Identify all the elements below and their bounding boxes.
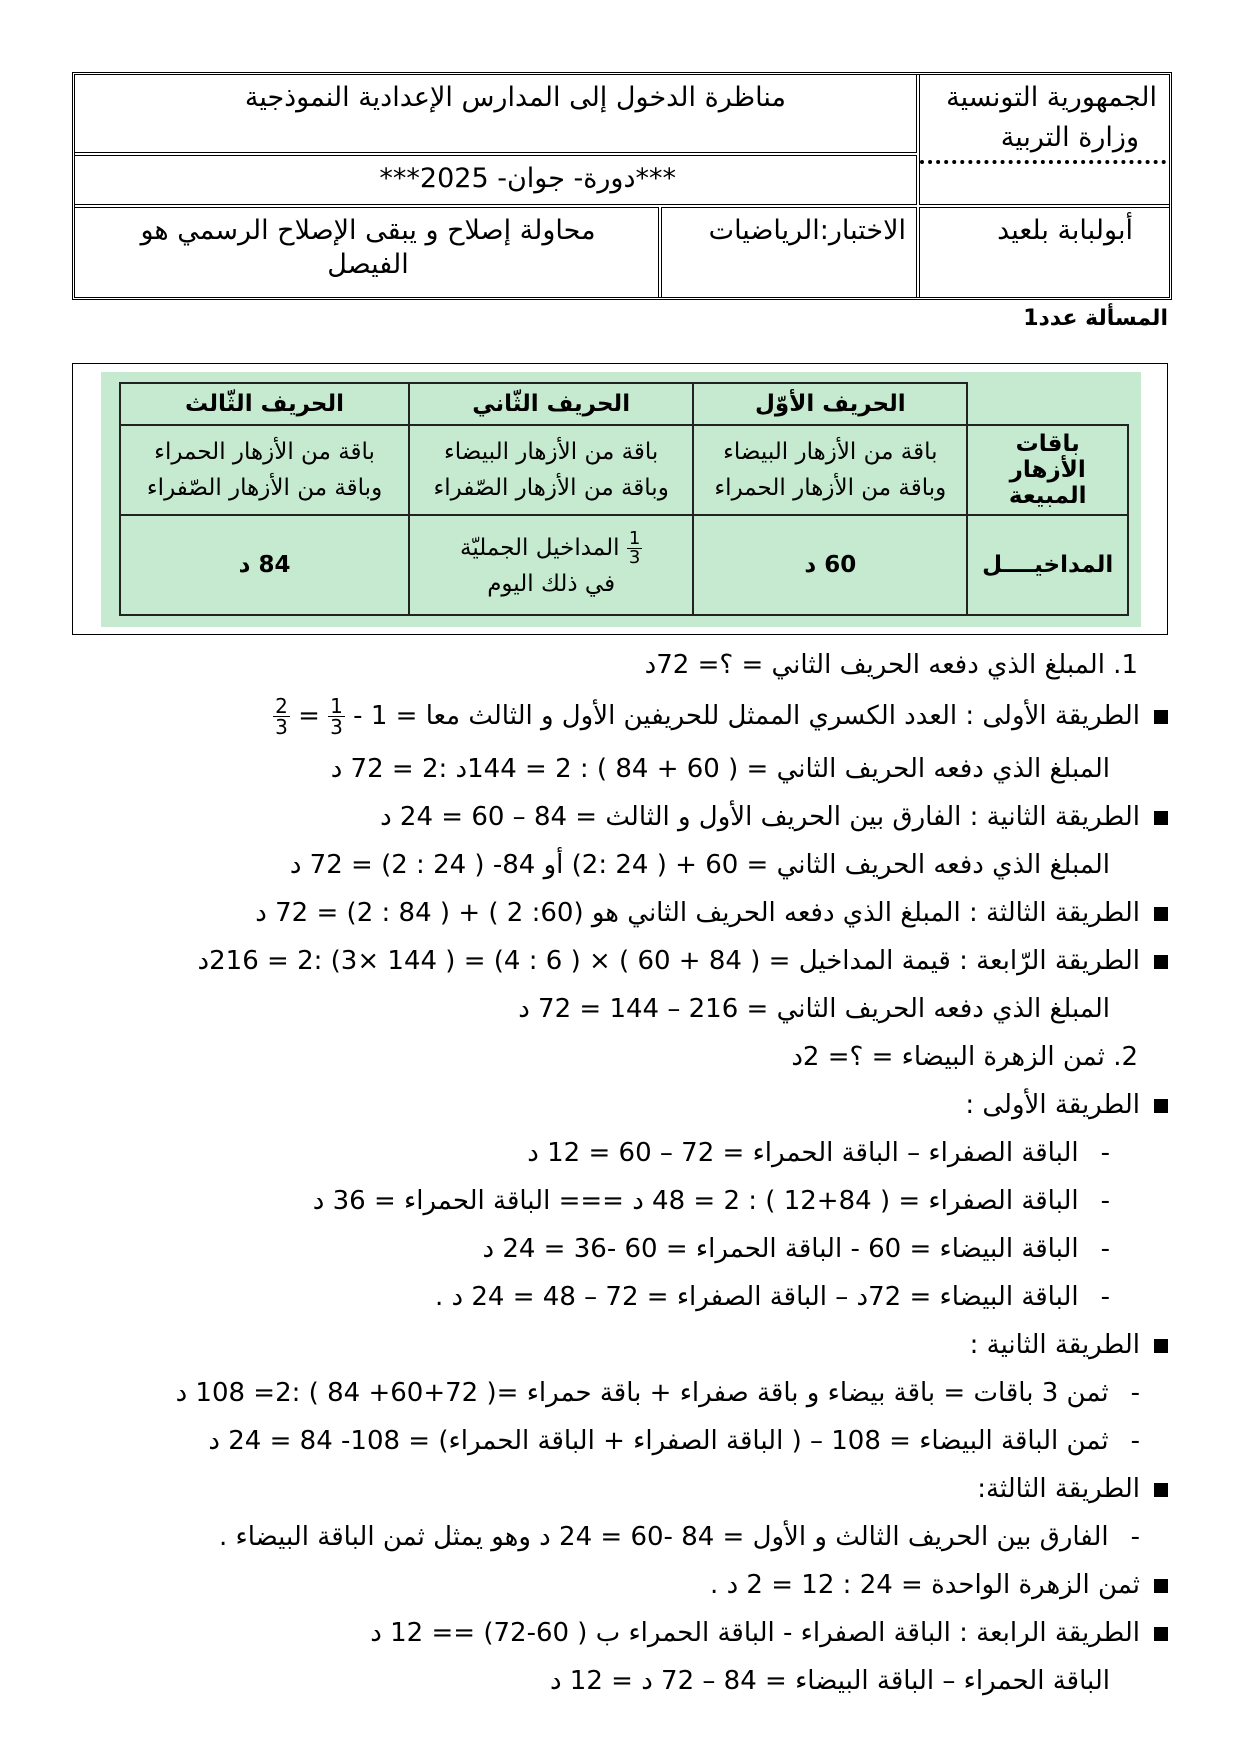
bullet-square-icon xyxy=(1154,955,1168,969)
method-1-line-1: الطريقة الأولى : العدد الكسري الممثل للحريفين الأول و الثالث معا = 1 - $\frac{1}{3}$ = $\frac{2}{3}$ xyxy=(273,696,1168,737)
problem-image xyxy=(72,363,1168,635)
problem-table-background xyxy=(101,372,1141,627)
question-1: 1. المبلغ الذي دفعه الحريف الثاني = ؟= 72د xyxy=(644,650,1138,680)
bullet-square-icon xyxy=(1154,1099,1168,1113)
question-2: 2. ثمن الزهرة البيضاء = ؟= 2د xyxy=(791,1042,1138,1072)
bullet-square-icon xyxy=(1154,1627,1168,1641)
method-2-line-2: المبلغ الذي دفعه الحريف الثاني = 60 + ( 24 :2) أو 84- ( 24 : 2) = 72 د xyxy=(289,850,1110,880)
part2-method-4-a: الباقة الحمراء – الباقة البيضاء = 84 – 72 د = 12 د xyxy=(549,1666,1110,1696)
empty-corner xyxy=(967,383,1128,425)
part2-method-1-b: -الباقة الصفراء = ( 84+12 ) : 2 = 48 د === الباقة الحمراء = 36 د xyxy=(312,1186,1110,1216)
one-third-fraction: $\frac{1}{3}$ xyxy=(628,527,641,568)
subject-text: الاختبار:الرياضيات xyxy=(708,215,906,246)
header-subject-cell xyxy=(661,207,917,297)
republic-text: الجمهورية التونسية xyxy=(946,82,1157,113)
row1-cell-1: باقة من الأزهار البيضاء وباقة من الأزهار الحمراء xyxy=(693,425,967,515)
part2-method-2-b: -ثمن الباقة البيضاء = 108 – ( الباقة الصفراء + الباقة الحمراء) = 108- 84 = 24 د xyxy=(208,1426,1140,1456)
fraction-two-thirds: $\frac{2}{3}$ xyxy=(275,694,288,739)
header-author-cell xyxy=(919,207,1169,297)
part2-method-1-a: -الباقة الصفراء – الباقة الحمراء = 72 – 60 = 12 د xyxy=(527,1138,1110,1168)
row2-cell-2-text1: المداخيل الجمليّة xyxy=(460,534,620,561)
session-text: ***دورة- جوان- 2025*** xyxy=(379,163,676,194)
problem-title: المسألة عدد1 xyxy=(1023,306,1168,331)
row2-cell-3: 84 د xyxy=(120,515,409,615)
bullet-square-icon xyxy=(1154,1339,1168,1353)
row2-cell-2-text2: في ذلك اليوم xyxy=(487,570,616,597)
bullet-square-icon xyxy=(1154,907,1168,921)
fraction-one-third: $\frac{1}{3}$ xyxy=(330,694,343,739)
method-2-line-1: الطريقة الثانية : الفارق بين الحريف الأول و الثالث = 84 – 60 = 24 د xyxy=(380,800,1168,834)
method-1-line-2: المبلغ الذي دفعه الحريف الثاني = ( 60 + 84 ) : 2 = 144د :2 = 72 د xyxy=(330,754,1110,784)
col-header-3: الحريف الثّالث xyxy=(120,383,409,425)
method-4-line-2: المبلغ الذي دفعه الحريف الثاني = 216 – 144 = 72 د xyxy=(518,994,1110,1024)
bullet-square-icon xyxy=(1154,1483,1168,1497)
row1-cell-2: باقة من الأزهار البيضاء وباقة من الأزهار الصّفراء xyxy=(409,425,693,515)
problem-table xyxy=(119,382,1129,616)
part2-method-3-b: ثمن الزهرة الواحدة = 24 : 12 = 2 د . xyxy=(710,1568,1168,1602)
part2-method-2-title: الطريقة الثانية : xyxy=(970,1328,1168,1362)
header-session-cell xyxy=(75,155,917,205)
row1-cell-3: باقة من الأزهار الحمراء وباقة من الأزهار الصّفراء xyxy=(120,425,409,515)
row2-label: المداخيــــل xyxy=(967,515,1128,615)
author-text: أبولبابة بلعيد xyxy=(997,215,1133,246)
ministry-text: وزارة التربية xyxy=(1000,122,1139,153)
row2-cell-2 xyxy=(409,515,693,615)
header-competition-cell xyxy=(75,75,917,153)
row2-cell-1: 60 د xyxy=(693,515,967,615)
part2-method-3-title: الطريقة الثالثة: xyxy=(977,1472,1168,1506)
dotted-separator xyxy=(920,160,1166,164)
bullet-square-icon xyxy=(1154,811,1168,825)
header-ministry-cell xyxy=(919,75,1169,205)
part2-method-1-title: الطريقة الأولى : xyxy=(965,1088,1168,1122)
competition-text: مناظرة الدخول إلى المدارس الإعدادية النموذجية xyxy=(244,82,786,113)
part2-method-1-d: -الباقة البيضاء = 72د – الباقة الصفراء = 72 – 48 = 24 د . xyxy=(434,1282,1110,1312)
method-3-line: الطريقة الثالثة : المبلغ الذي دفعه الحريف الثاني هو (60: 2 ) + ( 84 : 2) = 72 د xyxy=(255,896,1168,930)
part2-method-2-a: -ثمن 3 باقات = باقة بيضاء و باقة صفراء + باقة حمراء =( 72+60+ 84 ) :2= 108 د xyxy=(175,1378,1140,1408)
part2-method-1-c: -الباقة البيضاء = 60 - الباقة الحمراء = 60 -36 = 24 د xyxy=(482,1234,1110,1264)
col-header-1: الحريف الأوّل xyxy=(693,383,967,425)
header-note-cell xyxy=(75,207,659,297)
bullet-square-icon xyxy=(1154,1579,1168,1593)
col-header-2: الحريف الثّاني xyxy=(409,383,693,425)
part2-method-3-a: -الفارق بين الحريف الثالث و الأول = 84 -60 = 24 د وهو يمثل ثمن الباقة البيضاء . xyxy=(218,1522,1140,1552)
part2-method-4-title: الطريقة الرابعة : الباقة الصفراء - الباقة الحمراء ب ( 60-72) == 12 د xyxy=(370,1616,1168,1650)
bullet-square-icon xyxy=(1154,710,1168,724)
header-table xyxy=(72,72,1172,300)
row1-label: باقات الأزهار المبيعة xyxy=(967,425,1128,515)
note-text: محاولة إصلاح و يبقى الإصلاح الرسمي هو الفيصل xyxy=(140,215,596,280)
method-4-line-1: الطريقة الرّابعة : قيمة المداخيل = ( 84 + 60 ) × ( 6 : 4) = ( 144 ×3) :2 = 216د xyxy=(198,944,1168,978)
